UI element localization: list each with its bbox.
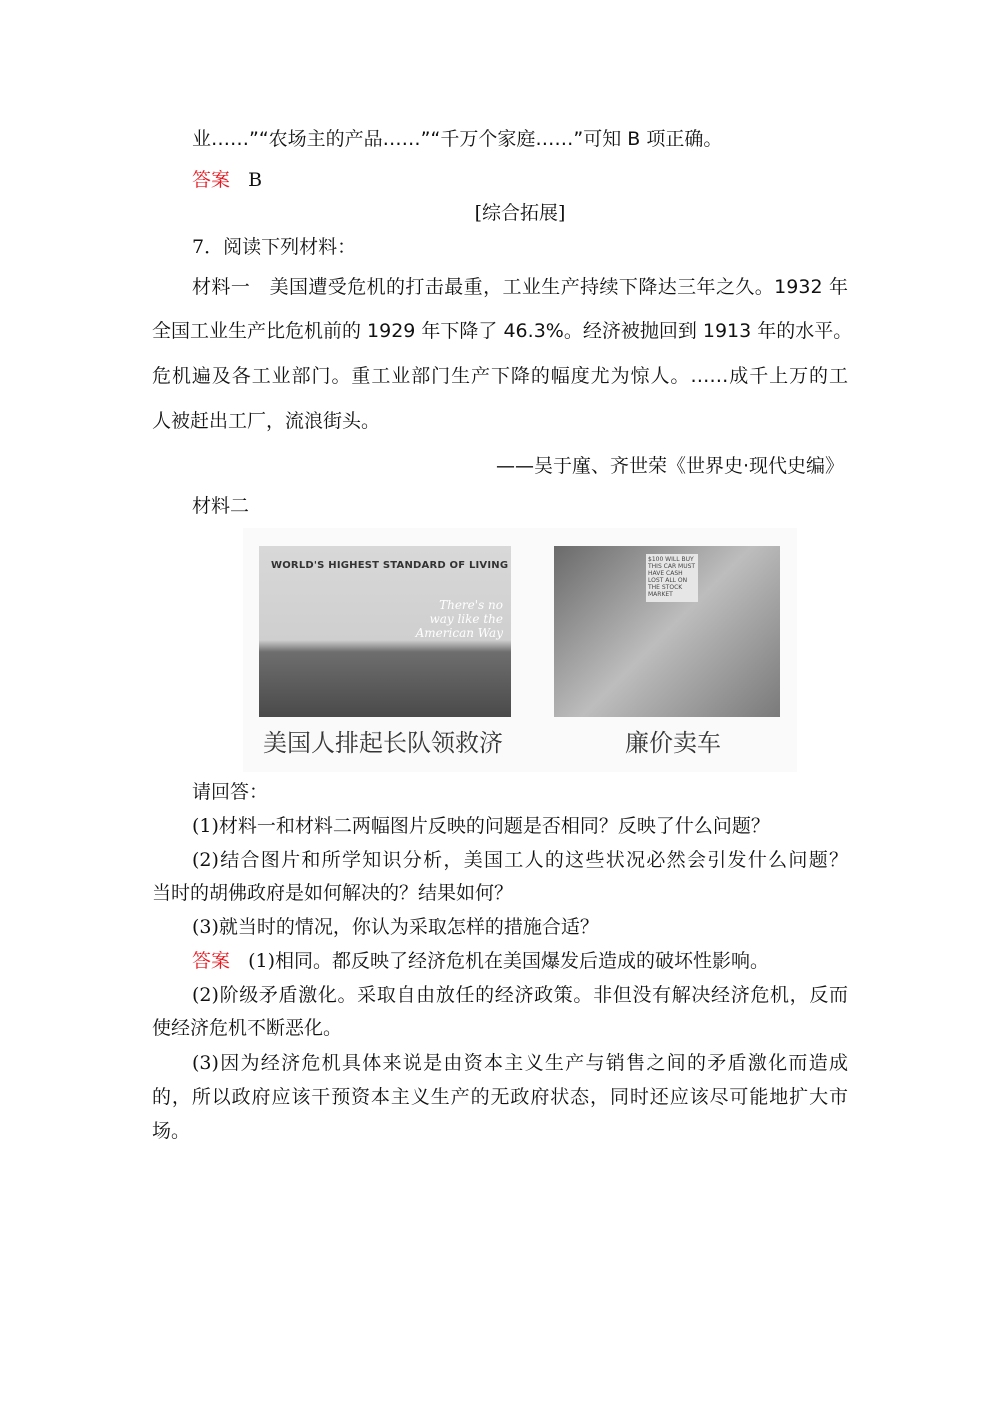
answer-3-line-1: (3)因为经济危机具体来说是由资本主义生产与销售之间的矛盾激化而造成 [192,1052,848,1074]
material1-line-1: 材料一 美国遭受危机的打击最重，工业生产持续下降达三年之久。1932 年 [192,276,848,298]
previous-answer [192,168,262,192]
question-2-line-1: (2)结合图片和所学知识分析，美国工人的这些状况必然会引发什么问题？ [192,849,848,871]
material1-label: 材料一 [192,276,251,298]
material1-line-2: 全国工业生产比危机前的 1929 年下降了 46.3%。经济被抛回到 1913 年的水平。 [152,320,853,342]
answer-prompt: 请回答： [192,781,269,803]
answer-3-line-2: 的，所以政府应该干预资本主义生产的无政府状态，同时还应该尽可能地扩大市 [152,1086,848,1108]
section-title: [综合拓展] [474,202,566,224]
question-2-line-2: 当时的胡佛政府是如何解决的？结果如何？ [152,882,514,904]
question-1: (1)材料一和材料二两幅图片反映的问题是否相同？反映了什么问题？ [192,815,770,837]
answer-3-line-3: 场。 [152,1120,191,1142]
car-sale-photo [554,546,780,717]
answer-value: B [248,169,263,191]
material1-line-3: 危机遍及各工业部门。重工业部门生产下降的幅度尤为惊人。……成千上万的工 [152,365,848,387]
car-sign: $100 WILL BUY THIS CAR MUST HAVE CASH LOST ALL ON THE STOCK MARKET [646,554,698,602]
answer-2-line-2: 使经济危机不断恶化。 [152,1017,343,1039]
answer-label: 答案 [192,169,231,191]
answer-2-line-1: (2)阶级矛盾激化。采取自由放任的经济政策。非但没有解决经济危机，反而 [192,984,848,1006]
billboard-slogan: There's no way like the American Way [415,598,503,640]
photo2-caption: 廉价卖车 [625,729,721,757]
breadline-photo [259,546,511,717]
material2-label: 材料二 [192,495,250,517]
answer-1: 答案 (1)相同。都反映了经济危机在美国爆发后造成的破坏性影响。 [192,950,770,972]
billboard-text: WORLD'S HIGHEST STANDARD OF LIVING [271,560,509,571]
photo1-caption: 美国人排起长队领救济 [263,729,503,757]
question-3: (3)就当时的情况，你认为采取怎样的措施合适？ [192,916,599,938]
material2-figure [243,528,797,772]
previous-explanation-line: 业……”“农场主的产品……”“千万个家庭……”可知 B 项正确。 [192,128,723,150]
material1-line-4: 人被赶出工厂，流浪街头。 [152,410,381,432]
material1-source: ——吴于廑、齐世荣《世界史·现代史编》 [495,455,844,477]
answer-label: 答案 [192,950,231,972]
question-stem: 7．阅读下列材料： [192,236,357,258]
